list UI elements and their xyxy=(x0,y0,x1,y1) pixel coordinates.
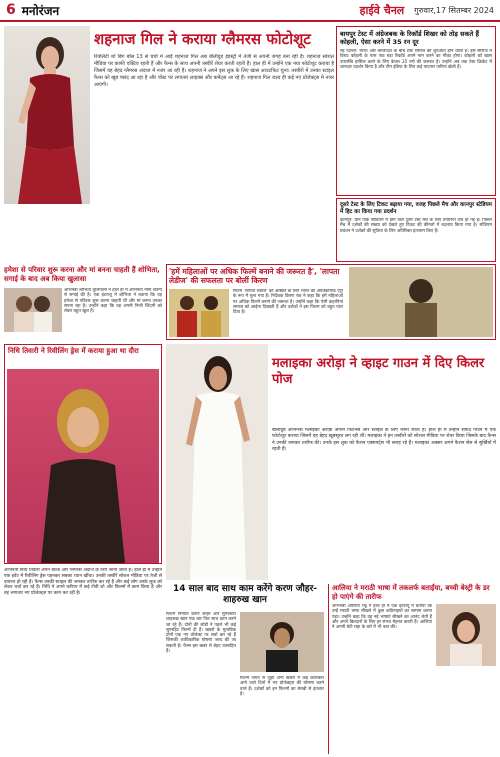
srk-body: फिल्म निर्माता करण जौहर और सुपरस्टार शाहरुख खान एक बार फिर साथ काम करने जा रहे हैं। दोनों की जोड़ी ने पहले भी कई सुपरहिट फिल्में दी हैं। खबरों के मुताबिक दोनों एक नए प्रोजेक्ट पर चर्चा कर रहे हैं जिसकी आधिकारिक घोषणा जल्द की जा सकती है। फैन्स इस खबर से बेहद उत्साहित हैं। xyxy=(166,612,236,655)
nidhi-body: अभिनेत्री निधि तिवारी अपने बोल्ड और ग्लैमरस अंदाज के लिए जानी जाती हैं। हाल ही में उन्होंने एक इवेंट में रिवीलिंग ड्रेस पहनकर सबका ध्यान खींचा। उनकी तस्वीरें सोशल मीडिया पर तेजी से वायरल हो रही हैं। फैन्स उनकी स्टाइल की जमकर तारीफ कर रहे हैं और कई लोग उनके लुक को लेकर चर्चा कर रहे हैं। निधि ने अपने करियर में कई टीवी शो और फिल्मों में काम किया है और वह लगातार नए प्रोजेक्ट्स पर काम कर रही हैं। xyxy=(4,568,162,597)
sobhita-photo xyxy=(4,288,62,332)
kiran-headline: 'हमें महिलाओं पर अधिक फिल्में बनाने की जरूरत है', 'लापता लेडीज' की सफलता पर बोलीं किरण xyxy=(169,267,340,285)
lead-headline: शहनाज गिल ने कराया ग्लैमरस फोटोशूट xyxy=(94,30,311,48)
side-mid-headline: दूसरे टेस्ट के लिए टिकट बढ़ाया गया, वजह पिछले मैच और कानपुर स्टेडियम में हिट का किया गया प्रदर्शन xyxy=(340,202,492,215)
alia-body: अभिनेत्री आलिया भट्ट ने हाल ही में एक इंटरव्यू में बताया कि उन्हें मराठी भाषा सीखने में कुछ कठिनाइयों का सामना करना पड़ा। उन्होंने कहा कि वह नई भाषाएं सीखने का आनंद लेती हैं और अपने किरदारों के लिए हर संभव मेहनत करती हैं। आलिया ने अपनी बेटी राहा के बारे में भी बात की। xyxy=(332,604,432,631)
kiran-photo-2 xyxy=(349,267,493,337)
sobhita-headline: हमेशा से परिवार शुरू करना और मां बनना चाहती हैं शोभिता, सगाई के बाद अब किया खुलासा xyxy=(4,266,160,283)
lead-photo xyxy=(4,26,90,204)
page-header xyxy=(0,0,500,22)
kiran-box xyxy=(166,264,496,340)
nidhi-headline: निधि तिवारी ने रिवीलिंग ड्रेस में कराया हुआ था दौरा xyxy=(8,347,139,355)
alia-divider xyxy=(328,584,329,754)
malaika-photo xyxy=(166,344,268,580)
kiran-photo xyxy=(169,289,229,337)
lead-body: रियलिटी शो बिग बॉस 13 से चर्चा में आईं शहनाज गिल अब बॉलीवुड इंडस्ट्री में तेजी से अपनी जगह बना रही हैं। शहनाज सोशल मीडिया पर काफी एक्टिव रहती हैं और फैन्स के साथ अपनी तस्वीरें शेयर करती रहती हैं। हाल ही में उन्होंने एक नया फोटोशूट कराया है जिसमें वह बेहद ग्लैमरस अंदाज में नजर आ रही हैं। शहनाज ने अपने इस लुक के लिए खास आउटफिट चुना। तस्वीरों में उनका स्टाइल फैन्स को खूब पसंद आ रहा है और पोस्ट पर लगातार लाइक्स और कमेंट्स आ रहे हैं। शहनाज गिल जल्द ही कई नए प्रोजेक्ट्स में नजर आएंगी। xyxy=(94,54,334,88)
page-number: 6 xyxy=(6,2,16,18)
side-mid-box xyxy=(336,198,496,262)
side-top-headline: बायपुर टेस्ट में अंग्रेजबक के रिकॉर्ड शिखर को तोड़ सकते हैं कोहली, ऐसा करने में 35 रन दूर xyxy=(340,30,479,46)
side-top-box xyxy=(336,26,496,196)
paper-name: हाईवे चैनल xyxy=(359,3,405,17)
srk-headline: 14 साल बाद साथ काम करेंगे करण जौहर-शाहरुख खान xyxy=(173,584,317,605)
sobhita-body: अभिनेत्री शोभिता धुलिपाला ने हाल ही में अभिनेता नागा चैतन्य से सगाई की है। एक इंटरव्यू में शोभिता ने बताया कि वह हमेशा से परिवार शुरू करना चाहती थीं और मां बनना उनका सपना रहा है। उन्होंने कहा कि वह अपनी निजी जिंदगी को लेकर बहुत खुश हैं। xyxy=(64,288,162,315)
nidhi-box xyxy=(4,344,162,564)
issue-date: गुरुवार,17 सितम्बर 2024 xyxy=(414,5,494,15)
alia-headline: आलिया ने मराठी भाषा में तकलर्फ बताईंया, बच्ची बेस्ट्री के डर हो पाएंगे की तारीफ xyxy=(332,584,490,601)
srk-body-2: फिल्म जगत से जुड़ी अन्य खबरों में कई कलाकार आने वाले दिनों में नए प्रोजेक्ट्स की घोषणा करने वाले हैं। दर्शकों को इन फिल्मों का बेसब्री से इंतजार है। xyxy=(240,676,324,697)
kiran-body: फिल्म 'लापता लेडीज' को ऑस्कर के लिए भारत की आधिकारिक एंट्री के रूप में चुना गया है। निर्देशक किरण राव ने कहा कि हमें महिलाओं पर अधिक फिल्में बनाने की जरूरत है। उन्होंने कहा कि ऐसी कहानियां समाज को आईना दिखाती हैं और दर्शकों ने इस फिल्म को बहुत प्यार दिया है। xyxy=(233,289,343,316)
side-mid-body: कानपुर: ग्रीन पार्क स्टेडियम में होने वाले दूसरे टेस्ट मैच के लिए तैयारियां तेज हो गई हैं। पिछले मैच में दर्शकों की संख्या को देखते हुए टिकट की कीमतों में बदलाव किया गया है। स्टेडियम प्रबंधन ने दर्शकों की सुविधा के लिए अतिरिक्त इंतजाम किए हैं। xyxy=(340,218,492,234)
side-top-body: नई दिल्ली: भारत और बांग्लादेश के बीच टेस्ट सीरीज की शुरुआत होने वाली है। इस सीरीज में विराट कोहली के पास एक बड़ा रिकॉर्ड अपने नाम करने का मौका होगा। कोहली को खास उपलब्धि हासिल करने के लिए केवल 35 रनों की जरूरत है। उन्होंने अब तक टेस्ट क्रिकेट में शानदार प्रदर्शन किया है और टीम इंडिया के लिए कई यादगार पारियां खेली हैं। xyxy=(340,49,492,70)
srk-photo xyxy=(240,612,324,672)
malaika-headline: मलाइका अरोड़ा ने व्हाइट गाउन में दिए किलर पोज xyxy=(272,356,485,387)
section-title: मनोरंजन xyxy=(21,3,60,18)
nidhi-photo xyxy=(7,369,159,563)
malaika-body: बॉलीवुड अभिनेत्री मलाइका अरोड़ा अपनी फिटनेस और स्टाइल के लिए जानी जाती हैं। हाल ही में उन्होंने सफेद गाउन में एक फोटोशूट कराया जिसमें वह बेहद खूबसूरत लग रही थीं। मलाइका ने इन तस्वीरों को सोशल मीडिया पर शेयर किया जिसके बाद फैन्स ने उनकी जमकर तारीफ की। उनके इस लुक को फैशन एक्सपर्ट्स भी सराह रहे हैं। मलाइका अक्सर अपने फैशन सेंस से सुर्खियों में रहती हैं। xyxy=(272,428,496,453)
alia-photo xyxy=(436,604,496,666)
